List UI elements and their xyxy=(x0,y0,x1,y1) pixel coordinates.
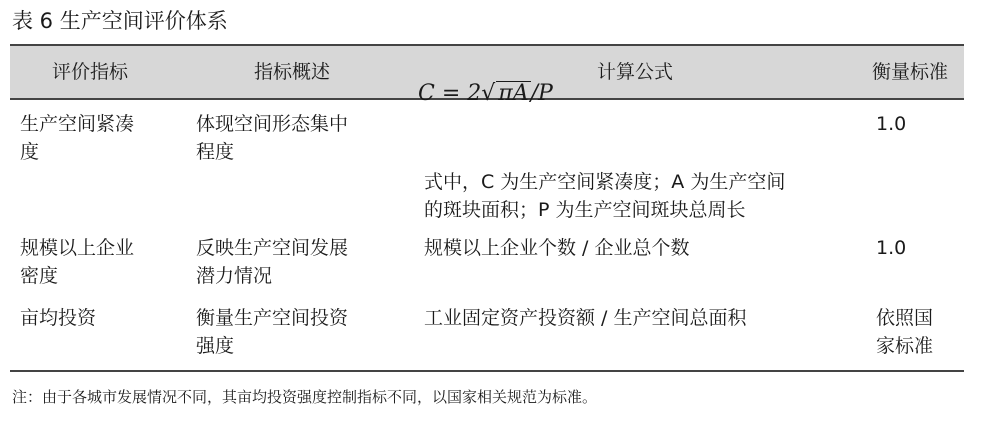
table-bottom-rule xyxy=(10,370,964,372)
compactness-formula xyxy=(418,74,553,114)
row1-overview: 体现空间形态集中 程度 xyxy=(196,113,349,163)
row2-indicator: 规模以上企业 密度 xyxy=(20,237,135,287)
row2-overview: 反映生产空间发展 潜力情况 xyxy=(196,237,349,287)
row3-overview: 衡量生产空间投资 强度 xyxy=(196,307,349,357)
table-caption: 表 6 生产空间评价体系 xyxy=(12,9,228,33)
formula-radicand: πA xyxy=(498,81,529,106)
header-standard: 衡量标准 xyxy=(871,61,948,83)
row2-formula: 规模以上企业个数 / 企业总个数 xyxy=(424,237,690,259)
formula-tail: /P xyxy=(530,81,553,106)
header-overview: 指标概述 xyxy=(253,61,330,83)
row3-indicator: 亩均投资 xyxy=(20,307,97,329)
formula-lhs: C = 2 xyxy=(418,81,482,106)
row1-formula-desc: 式中，C 为生产空间紧凑度；A 为生产空间 的斑块面积；P 为生产空间斑块总周长 xyxy=(424,171,786,221)
row1-standard: 1.0 xyxy=(876,113,907,135)
table-note: 注：由于各城市发展情况不同，其亩均投资强度控制指标不同，以国家相关规范为标准。 xyxy=(12,388,598,406)
row2-standard: 1.0 xyxy=(876,237,907,259)
sqrt-icon: √ xyxy=(481,81,496,106)
row1-indicator: 生产空间紧凑 度 xyxy=(20,113,135,163)
header-formula: 计算公式 xyxy=(596,61,673,83)
header-indicator: 评价指标 xyxy=(51,61,128,83)
row3-formula: 工业固定资产投资额 / 生产空间总面积 xyxy=(424,307,747,329)
row3-standard: 依照国 家标准 xyxy=(876,307,934,357)
